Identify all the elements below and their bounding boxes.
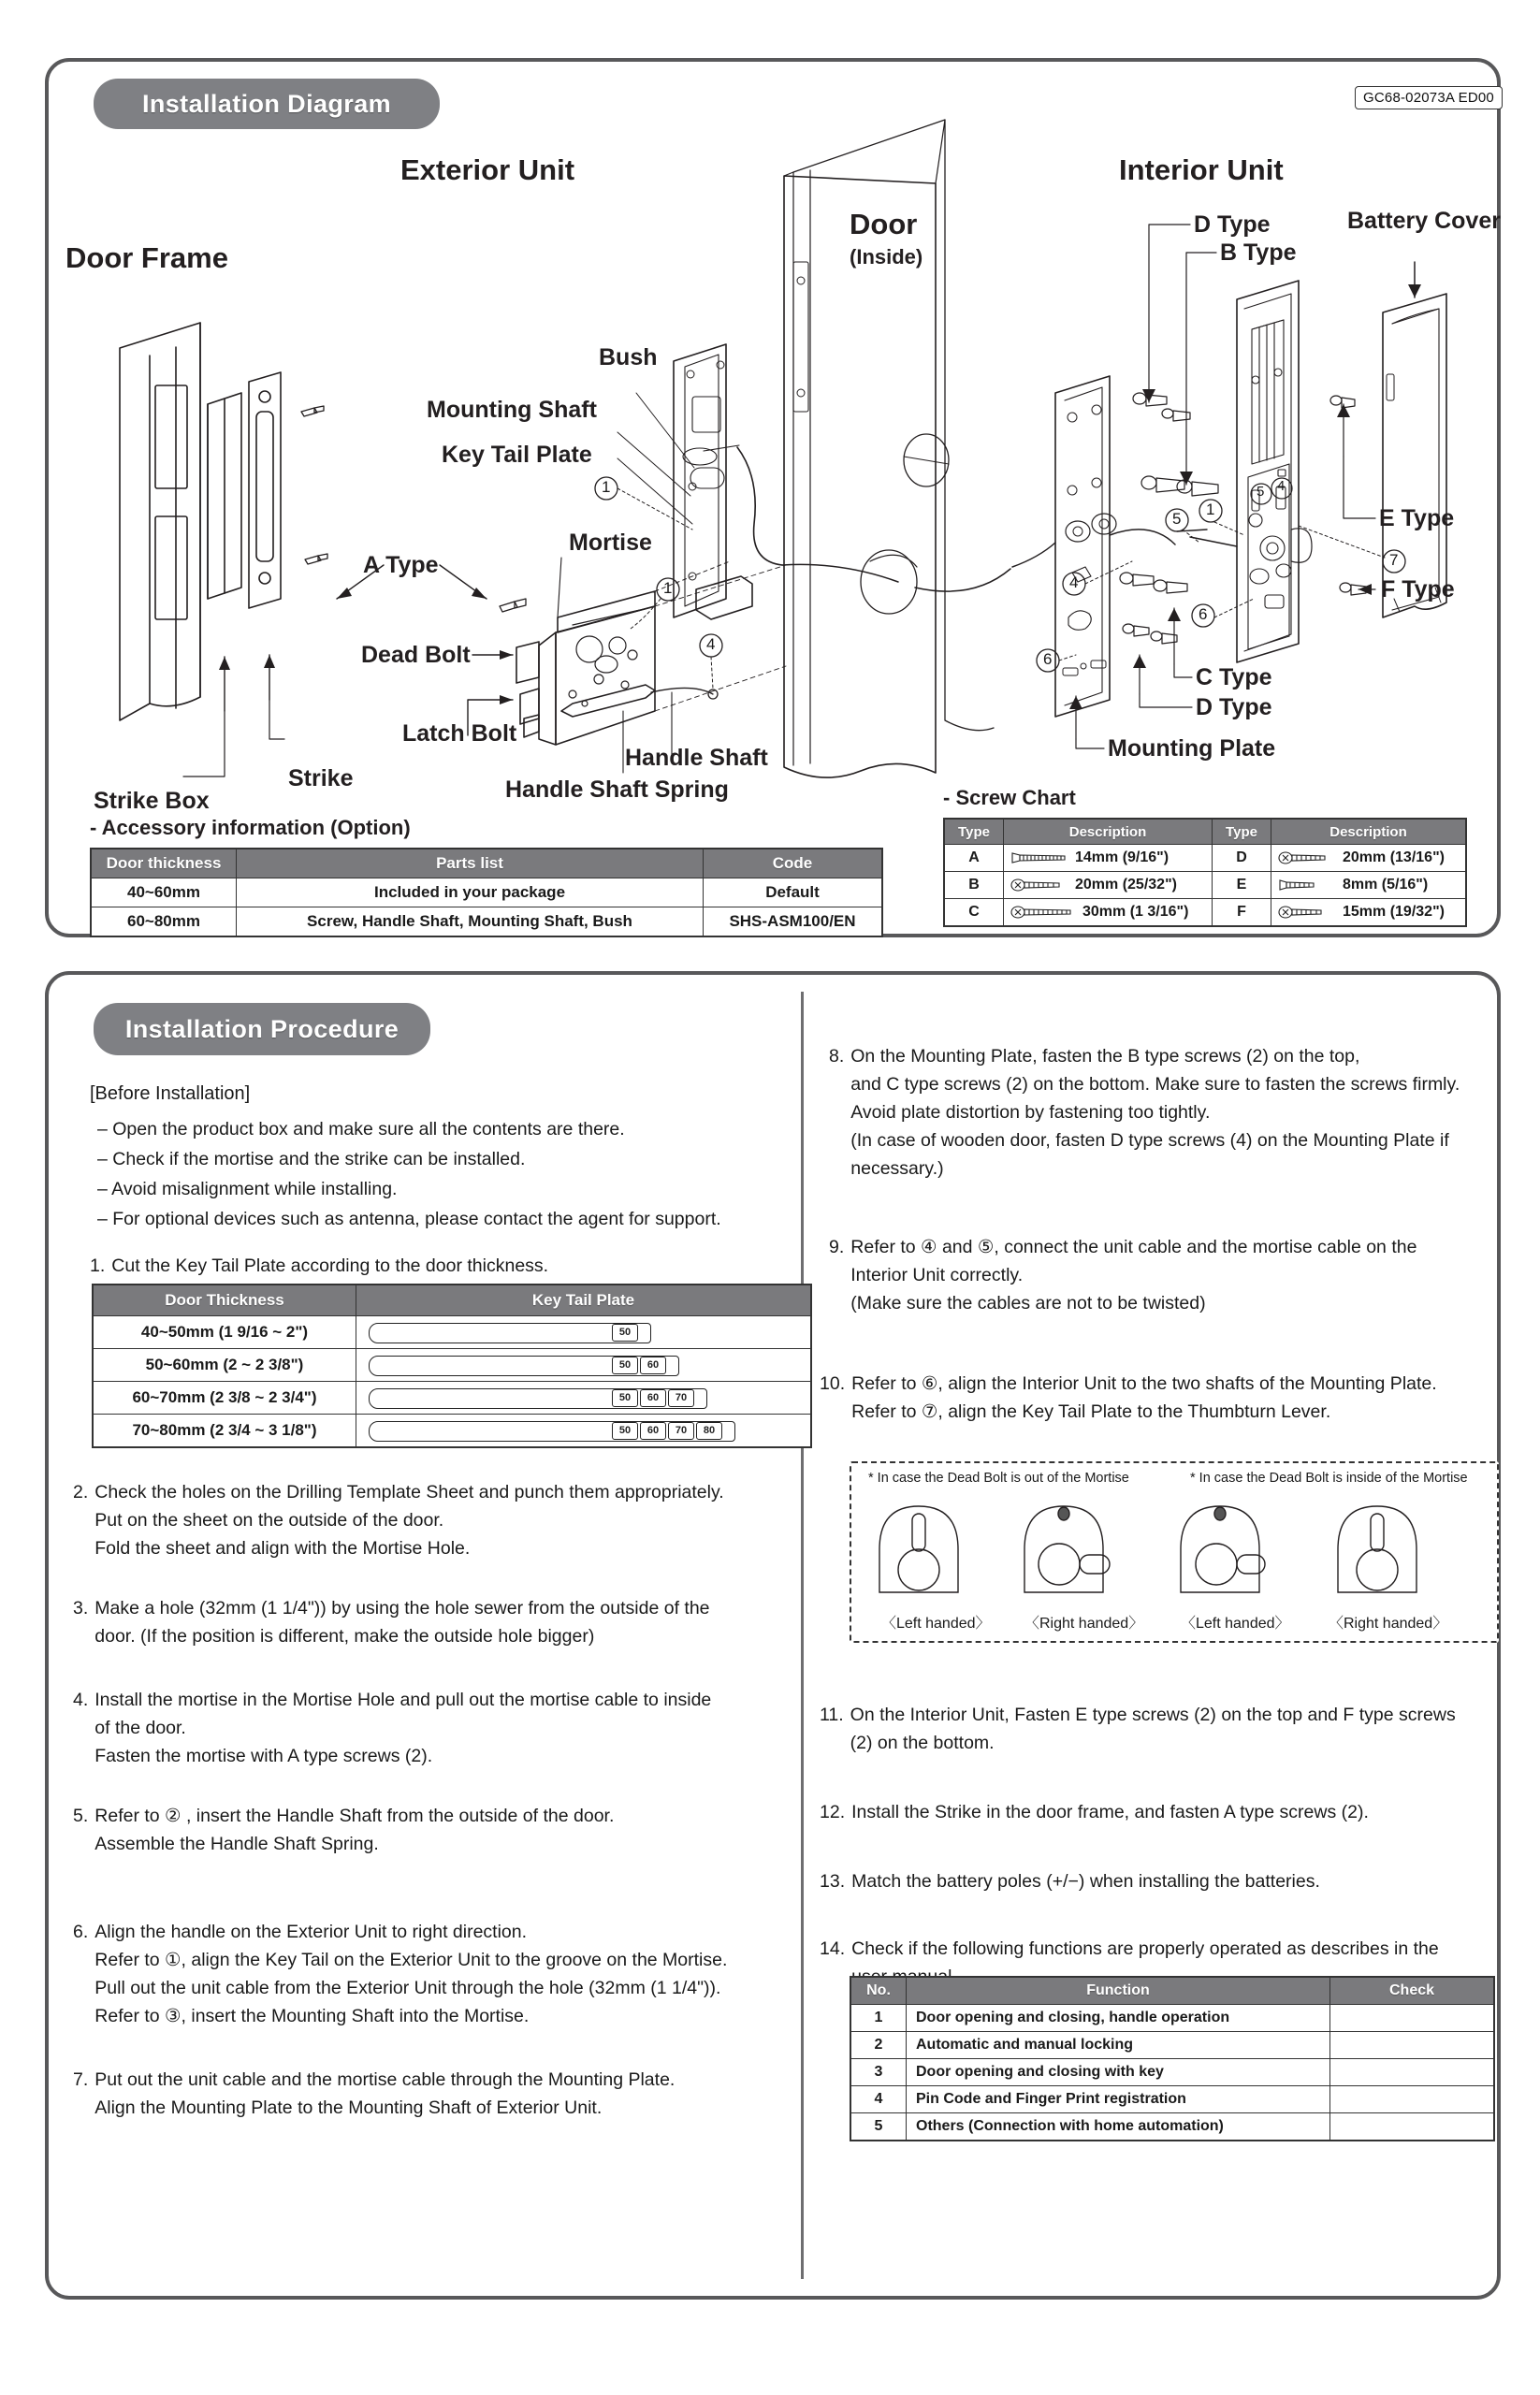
label-a-type: A Type (363, 552, 439, 578)
installation-procedure-heading: Installation Procedure (94, 1003, 430, 1055)
cell-desc (1271, 845, 1467, 872)
screw-chart-table (943, 818, 1467, 927)
step-5-number: 5. (73, 1806, 89, 1826)
cell-desc-text: 20mm (25/32") (1075, 877, 1177, 893)
thumbturn-caption-2: 〈Right handed〉 (1024, 1616, 1144, 1632)
step-8 (829, 1042, 1460, 1183)
step-8-line-3: Avoid plate distortion by fastening too tightly. (850, 1102, 1211, 1123)
th-key-tail-plate: Key Tail Plate (356, 1285, 812, 1316)
step-3-number: 3. (73, 1598, 89, 1618)
step-5-line-1: Refer to ② , insert the Handle Shaft from the outside of the door. (94, 1806, 615, 1826)
step-3 (73, 1594, 710, 1650)
label-latch-bolt: Latch Bolt (402, 720, 517, 747)
before-item-4: – For optional devices such as antenna, please contact the agent for support. (97, 1209, 721, 1229)
step-1-number: 1. (90, 1256, 106, 1276)
step-4-number: 4. (73, 1690, 89, 1710)
ktp-seg: 70 (668, 1422, 694, 1440)
step-8-line-2: and C type screws (2) on the bottom. Make sure to fasten the screws firmly. (850, 1074, 1460, 1095)
step-6-line-3: Pull out the unit cable from the Exterior Unit through the hole (32mm (1 1/4")). (94, 1978, 721, 1998)
key-tail-plate-graphic (357, 1321, 809, 1343)
cell-parts: Screw, Handle Shaft, Mounting Shaft, Bush (237, 907, 704, 937)
step-10-number: 10. (820, 1373, 846, 1394)
table-row (944, 872, 1466, 899)
cell-code: Default (704, 878, 883, 907)
step-5 (73, 1802, 614, 1858)
thumbturn-caption-3: 〈Left handed〉 (1181, 1616, 1290, 1632)
step-8-line-5: necessary.) (850, 1158, 944, 1179)
label-mortise: Mortise (569, 530, 652, 556)
step-9-line-1: Refer to ④ and ⑤, connect the unit cable and the mortise cable on the (850, 1237, 1417, 1257)
table-header-row (91, 849, 882, 878)
cell-type: A (944, 845, 1004, 872)
th-no: No. (850, 1977, 907, 2005)
step-1 (90, 1252, 548, 1280)
label-f-type: F Type (1381, 576, 1455, 602)
cell-desc (1004, 872, 1213, 899)
installation-diagram-heading: Installation Diagram (94, 79, 440, 129)
before-item-2: – Check if the mortise and the strike can be installed. (97, 1149, 526, 1169)
label-d-type-top: D Type (1194, 211, 1271, 238)
thumbturn-shapes (851, 1491, 1497, 1604)
cell-no: 2 (850, 2032, 907, 2059)
table-header-row (850, 1977, 1494, 2005)
ktp-seg: 70 (668, 1389, 694, 1407)
before-item-3: – Avoid misalignment while installing. (97, 1179, 398, 1199)
step-4-line-1: Install the mortise in the Mortise Hole and pull out the mortise cable to inside (94, 1690, 712, 1710)
step-1-line-1: Cut the Key Tail Plate according to the door thickness. (111, 1256, 549, 1276)
table-row (93, 1316, 811, 1349)
th-door-thickness: Door thickness (91, 849, 237, 878)
callout-5: 5 (1172, 510, 1182, 528)
th-door-thickness: Door Thickness (93, 1285, 356, 1316)
step-2-line-2: Put on the sheet on the outside of the door. (94, 1510, 444, 1531)
ktp-seg: 50 (612, 1389, 638, 1407)
step-14-number: 14. (820, 1938, 846, 1959)
label-battery-cover: Battery Cover (1347, 208, 1501, 234)
document-code: GC68-02073A ED00 (1355, 86, 1503, 109)
th-check: Check (1330, 1977, 1495, 2005)
cell-no: 1 (850, 2005, 907, 2032)
cell-function: Others (Connection with home automation) (907, 2113, 1330, 2141)
step-8-line-4: (In case of wooden door, fasten D type screws (4) on the Mounting Plate if (850, 1130, 1449, 1151)
label-e-type: E Type (1379, 505, 1455, 531)
step-4-line-2: of the door. (94, 1718, 186, 1738)
table-row (850, 2086, 1494, 2113)
cell-check[interactable] (1330, 2059, 1495, 2086)
label-handle-shaft-spring: Handle Shaft Spring (505, 777, 729, 803)
screw-f-icon (1278, 906, 1336, 919)
label-c-type: C Type (1196, 664, 1272, 690)
th-function: Function (907, 1977, 1330, 2005)
cell-desc-text: 20mm (13/16") (1343, 849, 1445, 865)
table-row (944, 845, 1466, 872)
cell-type: B (944, 872, 1004, 899)
screw-c-icon (1010, 906, 1076, 919)
cell-desc-text: 30mm (1 3/16") (1082, 904, 1189, 920)
cell-desc (1271, 872, 1467, 899)
ktp-seg: 60 (640, 1389, 666, 1407)
cell-plate-graphic (356, 1382, 812, 1415)
column-divider (801, 992, 804, 2279)
step-7-line-1: Put out the unit cable and the mortise cable through the Mounting Plate. (94, 2069, 676, 2090)
step-11-line-2: (2) on the bottom. (850, 1733, 995, 1753)
before-installation-heading: [Before Installation] (90, 1083, 251, 1104)
step-9 (829, 1233, 1417, 1317)
screw-b-icon (1010, 878, 1068, 892)
table-header-row (944, 819, 1466, 845)
step-6-number: 6. (73, 1922, 89, 1942)
key-tail-plate-graphic (357, 1386, 809, 1409)
callout-5b: 5 (1257, 484, 1265, 500)
label-door-frame: Door Frame (65, 241, 228, 274)
table-row (91, 907, 882, 937)
callout-1c: 1 (1206, 501, 1215, 518)
function-check-table (850, 1976, 1495, 2141)
step-3-line-2: door. (If the position is different, make the outside hole bigger) (94, 1626, 595, 1647)
step-12-number: 12. (820, 1802, 846, 1822)
step-8-number: 8. (829, 1046, 845, 1067)
table-row (93, 1349, 811, 1382)
cell-plate-graphic (356, 1349, 812, 1382)
step-6-line-1: Align the handle on the Exterior Unit to right direction. (94, 1922, 528, 1942)
cell-thickness: 60~70mm (2 3/8 ~ 2 3/4") (93, 1382, 356, 1415)
cell-function: Automatic and manual locking (907, 2032, 1330, 2059)
th-parts-list: Parts list (237, 849, 704, 878)
ktp-seg: 60 (640, 1357, 666, 1374)
cell-check[interactable] (1330, 2113, 1495, 2141)
cell-plate-graphic (356, 1415, 812, 1448)
cell-desc-text: 8mm (5/16") (1343, 877, 1429, 893)
screw-chart-title: - Screw Chart (943, 786, 1076, 809)
step-13 (820, 1867, 1320, 1895)
thumbturn-note-right: * In case the Dead Bolt is inside of the Mortise (1190, 1471, 1468, 1486)
step-2-number: 2. (73, 1482, 89, 1502)
cell-thickness: 70~80mm (2 3/4 ~ 3 1/8") (93, 1415, 356, 1448)
cell-thickness: 60~80mm (91, 907, 237, 937)
cell-desc-text: 15mm (19/32") (1343, 904, 1445, 920)
callout-4b: 4 (1069, 573, 1079, 591)
step-13-number: 13. (820, 1871, 846, 1892)
cell-desc-text: 14mm (9/16") (1075, 849, 1170, 865)
step-12-line-1: Install the Strike in the door frame, and fasten A type screws (2). (851, 1802, 1369, 1822)
label-strike: Strike (288, 765, 354, 791)
step-12 (820, 1798, 1369, 1826)
table-row (93, 1415, 811, 1448)
th-type-right: Type (1213, 819, 1271, 845)
label-bush: Bush (599, 344, 658, 370)
label-dead-bolt: Dead Bolt (361, 642, 471, 668)
cell-function: Door opening and closing with key (907, 2059, 1330, 2086)
step-13-line-1: Match the battery poles (+/−) when installing the batteries. (851, 1871, 1320, 1892)
table-row (850, 2032, 1494, 2059)
step-8-line-1: On the Mounting Plate, fasten the B type screws (2) on the top, (850, 1046, 1360, 1067)
step-14-line-1: Check if the following functions are properly operated as describes in the (851, 1938, 1439, 1959)
th-desc-left: Description (1004, 819, 1213, 845)
th-type-left: Type (944, 819, 1004, 845)
thumbturn-caption-4: 〈Right handed〉 (1329, 1616, 1448, 1632)
cell-plate-graphic (356, 1316, 812, 1349)
ktp-seg: 50 (612, 1324, 638, 1342)
screw-e-icon (1278, 878, 1336, 892)
cell-no: 3 (850, 2059, 907, 2086)
label-door-inside: (Inside) (850, 245, 923, 269)
table-row (850, 2059, 1494, 2086)
step-2-line-3: Fold the sheet and align with the Mortise Hole. (94, 1538, 471, 1559)
table-row (93, 1382, 811, 1415)
callout-4: 4 (706, 635, 716, 653)
label-strike-box: Strike Box (94, 788, 210, 814)
installation-diagram-panel (45, 58, 1501, 937)
callout-7: 7 (1389, 551, 1399, 569)
label-mounting-plate: Mounting Plate (1108, 735, 1276, 762)
step-6-line-4: Refer to ③, insert the Mounting Shaft into the Mortise. (94, 2006, 530, 2026)
step-10-line-1: Refer to ⑥, align the Interior Unit to the two shafts of the Mounting Plate. (851, 1373, 1437, 1394)
cell-type: C (944, 899, 1004, 927)
callout-6b: 6 (1199, 605, 1208, 623)
step-6 (73, 1918, 727, 2030)
label-door: Door (850, 208, 918, 240)
before-item-1: – Open the product box and make sure all the contents are there. (97, 1119, 625, 1139)
step-9-line-2: Interior Unit correctly. (850, 1265, 1024, 1285)
cell-desc (1004, 899, 1213, 927)
step-10-line-2: Refer to ⑦, align the Key Tail Plate to the Thumbturn Lever. (851, 1401, 1331, 1422)
table-row (944, 899, 1466, 927)
label-mounting-shaft: Mounting Shaft (427, 397, 597, 423)
cell-type: E (1213, 872, 1271, 899)
cell-check[interactable] (1330, 2086, 1495, 2113)
step-7 (73, 2066, 675, 2122)
thumbturn-caption-1: 〈Left handed〉 (881, 1616, 991, 1632)
thumbturn-orientation-box (850, 1461, 1499, 1643)
cell-desc (1271, 899, 1467, 927)
accessory-information-table (90, 848, 883, 937)
cell-function: Door opening and closing, handle operation (907, 2005, 1330, 2032)
key-tail-plate-table (92, 1284, 812, 1448)
callout-1b: 1 (602, 478, 611, 496)
label-b-type: B Type (1220, 240, 1297, 266)
step-4-line-3: Fasten the mortise with A type screws (2). (94, 1746, 433, 1766)
thumbturn-note-left: * In case the Dead Bolt is out of the Mortise (868, 1471, 1129, 1486)
ktp-seg: 50 (612, 1357, 638, 1374)
accessory-title: - Accessory information (Option) (90, 816, 411, 839)
label-interior-unit: Interior Unit (1119, 153, 1284, 186)
cell-thickness: 40~60mm (91, 878, 237, 907)
step-9-line-3: (Make sure the cables are not to be twisted) (850, 1293, 1206, 1314)
step-11-number: 11. (820, 1705, 844, 1725)
screw-a-icon (1010, 851, 1068, 864)
step-2 (73, 1478, 724, 1562)
callout-6: 6 (1043, 650, 1053, 668)
table-row (850, 2113, 1494, 2141)
step-7-line-2: Align the Mounting Plate to the Mounting Shaft of Exterior Unit. (94, 2097, 603, 2118)
ktp-seg: 50 (612, 1422, 638, 1440)
key-tail-plate-graphic (357, 1354, 809, 1376)
step-3-line-1: Make a hole (32mm (1 1/4")) by using the hole sewer from the outside of the (94, 1598, 710, 1618)
label-d-type-bottom: D Type (1196, 694, 1272, 720)
cell-check[interactable] (1330, 2032, 1495, 2059)
key-tail-plate-graphic (357, 1419, 809, 1442)
cell-type: D (1213, 845, 1271, 872)
cell-thickness: 50~60mm (2 ~ 2 3/8") (93, 1349, 356, 1382)
screw-d-icon (1278, 851, 1336, 864)
step-4 (73, 1686, 711, 1770)
step-10 (820, 1370, 1437, 1426)
ktp-seg: 60 (640, 1422, 666, 1440)
step-11-line-1: On the Interior Unit, Fasten E type screws (2) on the top and F type screws (850, 1705, 1456, 1725)
label-handle-shaft: Handle Shaft (625, 745, 768, 771)
step-5-line-2: Assemble the Handle Shaft Spring. (94, 1834, 379, 1854)
cell-parts: Included in your package (237, 878, 704, 907)
label-exterior-unit: Exterior Unit (400, 153, 575, 186)
callout-4c: 4 (1277, 478, 1286, 494)
cell-code: SHS-ASM100/EN (704, 907, 883, 937)
cell-check[interactable] (1330, 2005, 1495, 2032)
cell-function: Pin Code and Finger Print registration (907, 2086, 1330, 2113)
th-code: Code (704, 849, 883, 878)
table-row (91, 878, 882, 907)
cell-no: 4 (850, 2086, 907, 2113)
cell-desc (1004, 845, 1213, 872)
step-7-number: 7. (73, 2069, 89, 2090)
ktp-seg: 80 (696, 1422, 722, 1440)
cell-thickness: 40~50mm (1 9/16 ~ 2") (93, 1316, 356, 1349)
step-9-number: 9. (829, 1237, 845, 1257)
callout-1: 1 (663, 579, 673, 597)
step-6-line-2: Refer to ①, align the Key Tail on the Exterior Unit to the groove on the Mortise. (94, 1950, 728, 1970)
table-row (850, 2005, 1494, 2032)
cell-no: 5 (850, 2113, 907, 2141)
table-header-row (93, 1285, 811, 1316)
step-2-line-1: Check the holes on the Drilling Template Sheet and punch them appropriately. (94, 1482, 724, 1502)
th-desc-right: Description (1271, 819, 1467, 845)
step-11 (820, 1701, 1456, 1757)
cell-type: F (1213, 899, 1271, 927)
label-key-tail-plate: Key Tail Plate (442, 442, 592, 468)
